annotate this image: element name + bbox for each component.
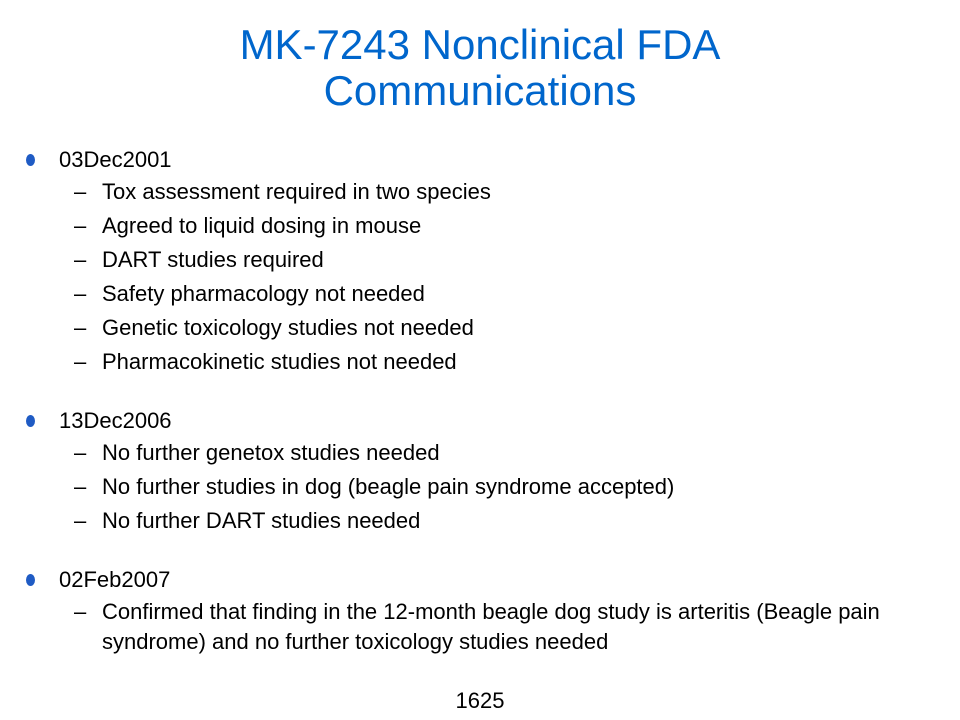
dash-icon: – <box>74 179 87 204</box>
list-item-text: No further DART studies needed <box>102 508 421 533</box>
list-item-text: Confirmed that finding in the 12-month beagle dog study is arteritis (Beagle pain syndrome) and no further toxicology studies needed <box>102 599 880 654</box>
list-item-text: Tox assessment required in two species <box>102 179 491 204</box>
slide-content <box>24 143 924 684</box>
list-item <box>24 347 924 377</box>
list-item <box>24 211 924 241</box>
section-2007 <box>24 563 924 657</box>
dash-icon: – <box>74 508 87 533</box>
dash-icon: – <box>74 349 87 374</box>
slide-title-line-2: Communications <box>323 67 637 114</box>
list-item <box>24 438 924 468</box>
section-date-row <box>24 563 924 597</box>
bullet-dot-icon <box>26 154 35 166</box>
list-item-text: DART studies required <box>102 247 324 272</box>
list-item-text: Agreed to liquid dosing in mouse <box>102 213 422 238</box>
section-items <box>24 597 924 657</box>
section-date: 03Dec2001 <box>59 147 172 172</box>
list-item <box>24 177 924 207</box>
bullet-dot-icon <box>26 574 35 586</box>
slide-title <box>100 22 860 114</box>
section-date: 02Feb2007 <box>59 567 171 592</box>
section-items <box>24 438 924 536</box>
section-2001 <box>24 143 924 377</box>
list-item-text: Genetic toxicology studies not needed <box>102 315 474 340</box>
bullet-dot-icon <box>26 415 35 427</box>
list-item <box>24 597 924 657</box>
list-item <box>24 245 924 275</box>
list-item-text: No further genetox studies needed <box>102 440 440 465</box>
list-item <box>24 506 924 536</box>
dash-icon: – <box>74 599 87 624</box>
dash-icon: – <box>74 440 87 465</box>
list-item-text: No further studies in dog (beagle pain syndrome accepted) <box>102 474 675 499</box>
list-item-text: Pharmacokinetic studies not needed <box>102 349 457 374</box>
section-2006 <box>24 404 924 536</box>
dash-icon: – <box>74 281 87 306</box>
section-date-row <box>24 404 924 438</box>
page-number: 1625 <box>455 688 505 713</box>
dash-icon: – <box>74 213 87 238</box>
section-date-row <box>24 143 924 177</box>
list-item <box>24 279 924 309</box>
dash-icon: – <box>74 247 87 272</box>
slide-title-line-1: MK-7243 Nonclinical FDA <box>239 21 721 68</box>
list-item <box>24 313 924 343</box>
dash-icon: – <box>74 474 87 499</box>
dash-icon: – <box>74 315 87 340</box>
list-item <box>24 472 924 502</box>
list-item-text: Safety pharmacology not needed <box>102 281 425 306</box>
section-items <box>24 177 924 377</box>
section-date: 13Dec2006 <box>59 408 172 433</box>
